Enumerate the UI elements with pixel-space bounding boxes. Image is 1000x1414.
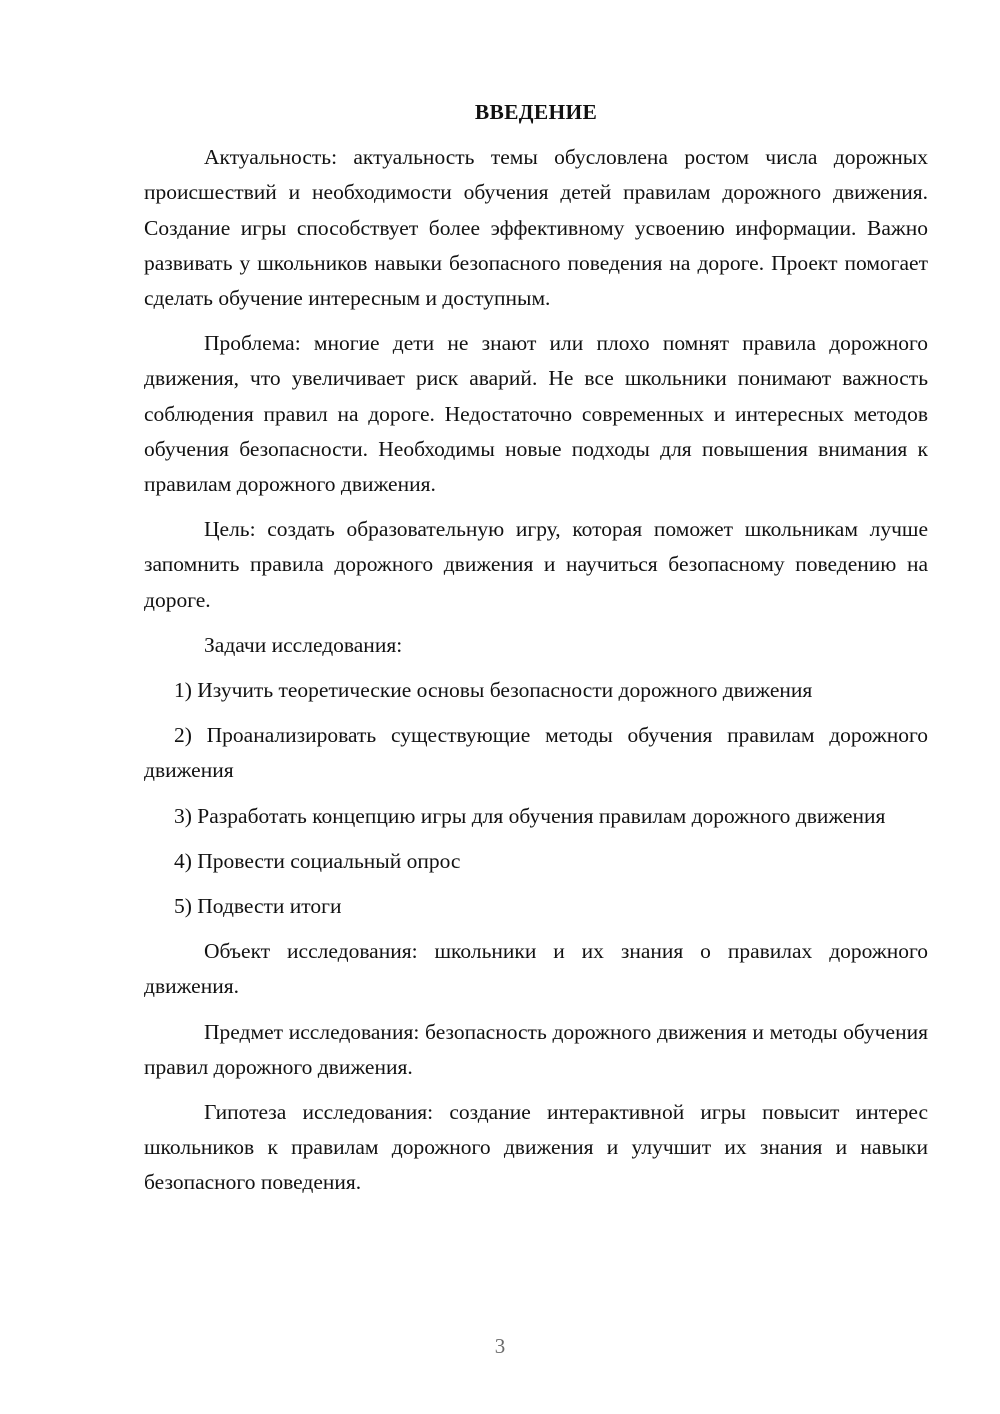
task-item: 1) Изучить теоретические основы безопасности дорожного движения <box>174 678 813 703</box>
document-body <box>144 95 928 1211</box>
task-item: 4) Провести социальный опрос <box>174 848 461 873</box>
task-item: 2) Проанализировать существующие методы обучения правилам дорожного движения <box>144 723 928 783</box>
paragraph-relevance: Актуальность: актуальность темы обусловлена ростом числа дорожных происшествий и необходимости обучения детей правилам дорожного движения. Создание игры способствует более эффективному усвоению информации. Важно развивать у школьников навыки безопасного поведения на дороге. Проект помогает сделать обучение интересным и доступным. <box>144 145 928 311</box>
paragraph-subject: Предмет исследования: безопасность дорожного движения и методы обучения правил дорожного движения. <box>144 1019 928 1079</box>
page-number: 3 <box>494 1334 506 1358</box>
paragraph-object: Объект исследования: школьники и их знания о правилах дорожного движения. <box>144 939 928 999</box>
task-item: 5) Подвести итоги <box>174 894 342 919</box>
paragraph-hypothesis: Гипотеза исследования: создание интерактивной игры повысит интерес школьников к правилам дорожного движения и улучшит их знания и навыки безопасного поведения. <box>144 1100 928 1195</box>
task-item: 3) Разработать концепцию игры для обучения правилам дорожного движения <box>174 803 886 828</box>
tasks-heading: Задачи исследования: <box>204 632 403 657</box>
paragraph-goal: Цель: создать образовательную игру, которая поможет школьникам лучше запомнить правила дорожного движения и научиться безопасному поведению на дороге. <box>144 517 928 612</box>
section-title: ВВЕДЕНИЕ <box>474 100 598 124</box>
paragraph-problem: Проблема: многие дети не знают или плохо помнят правила дорожного движения, что увеличивает риск аварий. Не все школьники понимают важность соблюдения правил на дороге. Недостаточно современных и интересных методов обучения безопасности. Необходимы новые подходы для повышения внимания к правилам дорожного движения. <box>144 331 928 497</box>
